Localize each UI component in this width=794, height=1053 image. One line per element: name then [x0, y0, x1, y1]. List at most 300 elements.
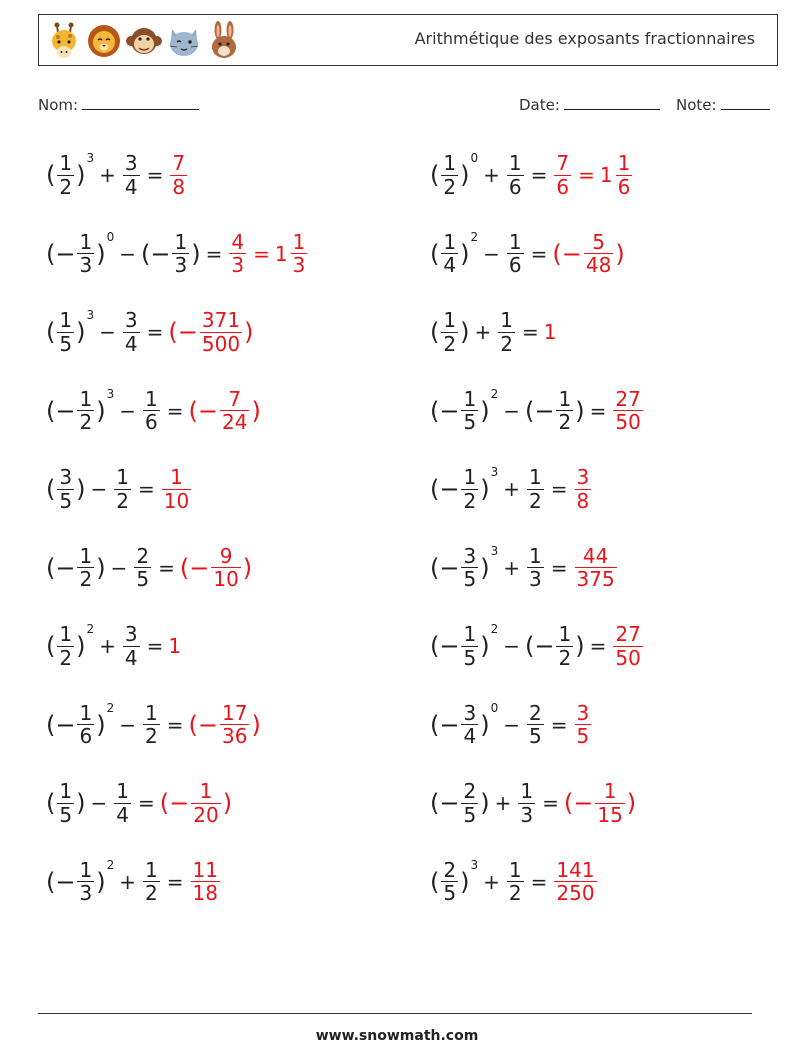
operator: + — [503, 477, 520, 501]
numerator: 1 — [79, 543, 93, 568]
operator: = — [578, 163, 595, 187]
denominator: 10 — [213, 567, 239, 591]
numerator: 1 — [443, 308, 457, 333]
exponent: 3 — [490, 465, 499, 479]
denominator: 6 — [508, 253, 522, 277]
exponent: 2 — [490, 622, 499, 636]
numerator: 1 — [145, 857, 158, 882]
problem-2 — [430, 145, 634, 205]
denominator: 8 — [576, 488, 590, 513]
exponent: 2 — [470, 229, 479, 244]
numerator: 1 — [508, 229, 522, 254]
parenthesis: (− — [188, 710, 218, 739]
denominator: 18 — [192, 881, 218, 905]
denominator: 48 — [585, 253, 612, 277]
denominator: 4 — [116, 802, 129, 827]
fraction — [527, 466, 544, 512]
parenthesis: ) — [251, 396, 261, 425]
denominator: 2 — [558, 410, 572, 434]
denominator: 6 — [79, 724, 93, 748]
numerator: 1 — [508, 151, 522, 176]
numerator: 1 — [617, 151, 631, 176]
fraction — [123, 309, 140, 355]
exponent: 3 — [86, 151, 95, 165]
denominator: 50 — [615, 645, 641, 670]
fraction — [220, 702, 249, 748]
numerator: 27 — [615, 386, 641, 411]
denominator: 3 — [529, 567, 542, 591]
fraction — [134, 545, 151, 591]
grade-label: Note: — [676, 96, 717, 114]
operator: − — [119, 398, 136, 423]
fraction — [211, 545, 240, 591]
fraction — [143, 388, 160, 434]
fraction — [291, 231, 308, 277]
fraction — [461, 388, 478, 434]
numerator: 1 — [59, 151, 73, 176]
parenthesis: ) — [575, 396, 585, 425]
parenthesis: ) — [480, 396, 490, 425]
parenthesis: ) — [96, 867, 106, 896]
operator: = — [166, 398, 184, 423]
numerator: 1 — [529, 543, 542, 568]
worksheet-header — [38, 14, 778, 66]
giraffe-icon — [45, 21, 83, 61]
operator: = — [530, 163, 548, 187]
exponent: 3 — [470, 857, 479, 872]
whole-number: 1 — [168, 634, 182, 658]
numerator: 1 — [145, 700, 158, 725]
problem-1 — [46, 145, 189, 205]
numerator: 7 — [556, 151, 570, 176]
exponent: 3 — [490, 543, 499, 558]
parenthesis: (− — [46, 553, 76, 582]
denominator: 5 — [136, 567, 150, 591]
numerator: 1 — [520, 779, 534, 804]
parenthesis: ) — [480, 475, 490, 503]
numerator: 5 — [592, 229, 605, 254]
operator: + — [119, 869, 136, 894]
fraction — [595, 780, 624, 826]
parenthesis: (− — [430, 632, 460, 660]
denominator: 6 — [556, 174, 570, 199]
problem-11 — [46, 538, 252, 598]
operator: = — [550, 712, 568, 737]
parenthesis: ) — [251, 710, 261, 739]
parenthesis: (− — [141, 239, 171, 268]
numerator: 11 — [192, 857, 218, 882]
numerator: 1 — [558, 622, 572, 647]
parenthesis: ) — [480, 710, 490, 739]
denominator: 4 — [124, 331, 138, 356]
denominator: 5 — [59, 331, 73, 356]
numerator: 44 — [582, 543, 609, 568]
parenthesis: ) — [96, 396, 106, 425]
fraction — [162, 466, 191, 512]
fraction — [77, 702, 94, 748]
numerator: 3 — [124, 308, 138, 333]
denominator: 3 — [520, 802, 534, 827]
numerator: 1 — [558, 386, 572, 411]
numerator: 1 — [463, 386, 477, 411]
rabbit-icon — [205, 21, 243, 61]
denominator: 15 — [597, 802, 623, 827]
parenthesis: (− — [525, 632, 555, 660]
fraction — [229, 231, 246, 277]
fraction — [220, 388, 249, 434]
parenthesis: ) — [480, 632, 490, 660]
numerator: 1 — [79, 700, 93, 725]
parenthesis: ( — [46, 789, 56, 817]
problem-9 — [46, 459, 193, 519]
operator: = — [542, 791, 559, 815]
denominator: 2 — [443, 331, 457, 356]
operator: − — [110, 555, 128, 580]
numerator: 141 — [556, 857, 595, 882]
parenthesis: (− — [430, 789, 460, 817]
problem-4 — [430, 224, 625, 284]
parenthesis: (− — [430, 396, 460, 425]
fraction — [507, 231, 524, 277]
operator: = — [137, 477, 155, 501]
parenthesis: ( — [430, 318, 440, 346]
problem-7 — [46, 381, 261, 441]
grade-blank[interactable] — [721, 94, 770, 110]
whole-number: 1 — [599, 163, 613, 187]
parenthesis: ) — [242, 553, 253, 582]
numerator: 3 — [576, 700, 590, 725]
fraction — [461, 466, 478, 512]
name-blank[interactable] — [82, 94, 199, 110]
problem-3 — [46, 224, 309, 284]
problem-17 — [46, 773, 232, 833]
fraction — [556, 388, 573, 434]
operator: + — [483, 869, 500, 894]
parenthesis: ( — [46, 318, 56, 346]
numerator: 1 — [508, 857, 522, 882]
operator: = — [530, 241, 548, 266]
parenthesis: ) — [96, 553, 106, 582]
parenthesis: ) — [96, 239, 106, 268]
fraction — [143, 702, 160, 748]
numerator: 1 — [463, 622, 477, 647]
parenthesis: ) — [460, 867, 470, 896]
numerator: 1 — [170, 465, 183, 490]
date-label: Date: — [519, 96, 560, 114]
fraction — [114, 780, 131, 826]
denominator: 24 — [221, 410, 248, 434]
problem-18 — [430, 773, 636, 833]
monkey-icon — [125, 21, 163, 61]
denominator: 3 — [292, 253, 306, 277]
cat-icon — [165, 21, 203, 61]
parenthesis: ) — [626, 789, 637, 817]
fraction — [57, 780, 74, 826]
parenthesis: ( — [46, 475, 56, 503]
fraction — [77, 545, 94, 591]
denominator: 3 — [79, 881, 93, 905]
numerator: 1 — [79, 229, 93, 254]
fraction — [575, 702, 592, 748]
problem-20 — [430, 852, 599, 912]
problem-13 — [46, 616, 182, 676]
animal-icons — [45, 21, 243, 61]
exponent: 2 — [106, 700, 115, 715]
fraction — [143, 859, 160, 905]
operator: − — [503, 634, 520, 658]
parenthesis: ) — [244, 318, 254, 346]
denominator: 5 — [463, 645, 477, 670]
operator: + — [494, 791, 512, 815]
numerator: 1 — [292, 229, 306, 254]
parenthesis: ) — [480, 789, 490, 817]
parenthesis: ) — [76, 632, 86, 660]
numerator: 1 — [443, 229, 457, 254]
operator: = — [146, 163, 164, 187]
parenthesis: ( — [430, 867, 440, 896]
parenthesis: ( — [46, 161, 56, 189]
numerator: 7 — [172, 151, 186, 176]
numerator: 2 — [529, 700, 542, 725]
denominator: 5 — [576, 724, 590, 748]
operator: − — [90, 477, 108, 501]
parenthesis: (− — [552, 239, 582, 268]
fraction — [613, 623, 642, 669]
numerator: 3 — [463, 700, 477, 725]
numerator: 1 — [79, 386, 93, 411]
denominator: 2 — [116, 488, 129, 513]
fraction — [613, 388, 642, 434]
numerator: 1 — [116, 779, 129, 804]
fraction — [461, 780, 478, 826]
parenthesis: (− — [159, 789, 190, 817]
numerator: 1 — [443, 151, 457, 176]
denominator: 4 — [443, 253, 457, 277]
numerator: 3 — [463, 543, 477, 568]
numerator: 1 — [59, 779, 73, 804]
fraction — [191, 780, 220, 826]
operator: = — [158, 555, 175, 580]
operator: − — [503, 398, 520, 423]
parenthesis: ) — [575, 632, 585, 660]
denominator: 5 — [443, 881, 457, 905]
fraction — [170, 152, 187, 198]
denominator: 2 — [443, 174, 457, 199]
fraction — [57, 309, 74, 355]
parenthesis: (− — [46, 396, 76, 425]
problem-16 — [430, 695, 593, 755]
numerator: 1 — [603, 779, 617, 804]
grade-field[interactable] — [676, 94, 770, 114]
parenthesis: ( — [430, 161, 440, 189]
operator: − — [99, 320, 116, 344]
exponent: 0 — [490, 700, 499, 715]
numerator: 1 — [79, 857, 93, 882]
operator: − — [503, 712, 520, 737]
problem-10 — [430, 459, 593, 519]
operator: = — [589, 634, 607, 658]
fraction — [461, 545, 478, 591]
denominator: 50 — [615, 410, 641, 434]
numerator: 2 — [443, 857, 457, 882]
operator: = — [253, 241, 270, 266]
problem-8 — [430, 381, 645, 441]
operator: − — [483, 241, 500, 266]
parenthesis: ) — [615, 239, 625, 268]
exponent: 2 — [490, 386, 499, 401]
parenthesis: ) — [460, 239, 470, 268]
numerator: 1 — [199, 779, 213, 804]
parenthesis: ) — [96, 710, 106, 739]
operator: = — [530, 869, 548, 894]
fraction — [57, 466, 74, 512]
operator: = — [550, 477, 568, 501]
parenthesis: ) — [222, 789, 233, 817]
date-blank[interactable] — [564, 94, 660, 110]
date-field[interactable] — [519, 94, 660, 114]
numerator: 2 — [463, 779, 477, 804]
parenthesis: ) — [76, 475, 86, 503]
denominator: 2 — [558, 645, 572, 670]
parenthesis: (− — [563, 789, 594, 817]
denominator: 5 — [463, 567, 477, 591]
problem-19 — [46, 852, 222, 912]
numerator: 1 — [500, 308, 513, 333]
denominator: 4 — [124, 174, 138, 199]
fraction — [527, 702, 544, 748]
numerator: 1 — [529, 465, 542, 490]
worksheet-title: Arithmétique des exposants fractionnaires — [414, 29, 755, 48]
fraction — [554, 152, 571, 198]
fraction — [77, 231, 94, 277]
fraction — [461, 623, 478, 669]
denominator: 2 — [500, 331, 513, 356]
parenthesis: ( — [430, 239, 440, 268]
fraction — [575, 466, 592, 512]
operator: + — [474, 320, 492, 344]
operator: − — [119, 241, 136, 266]
problem-5 — [46, 302, 253, 362]
parenthesis: (− — [430, 710, 460, 739]
name-field[interactable] — [38, 94, 199, 114]
fraction — [77, 859, 94, 905]
exponent: 3 — [106, 386, 115, 401]
parenthesis: ) — [460, 318, 470, 346]
denominator: 2 — [59, 174, 73, 199]
fraction — [114, 466, 131, 512]
fraction — [441, 309, 458, 355]
parenthesis: ( — [46, 632, 56, 660]
numerator: 1 — [59, 622, 73, 647]
denominator: 4 — [124, 645, 138, 670]
numerator: 3 — [124, 151, 138, 176]
operator: + — [99, 163, 116, 187]
fraction — [616, 152, 633, 198]
operator: = — [146, 634, 164, 658]
denominator: 375 — [576, 567, 615, 591]
parenthesis: ) — [76, 318, 86, 346]
name-label: Nom: — [38, 96, 79, 114]
fraction — [191, 859, 220, 905]
operator: − — [119, 712, 136, 737]
numerator: 3 — [576, 465, 590, 490]
denominator: 6 — [508, 174, 522, 199]
numerator: 3 — [59, 465, 73, 490]
fraction — [441, 152, 458, 198]
denominator: 10 — [163, 488, 190, 513]
denominator: 250 — [556, 881, 595, 905]
denominator: 500 — [201, 331, 241, 356]
lion-icon — [85, 21, 123, 61]
footer-url: www.snowmath.com — [315, 1028, 479, 1044]
fraction — [527, 545, 544, 591]
fraction — [172, 231, 189, 277]
parenthesis: ) — [460, 161, 470, 189]
denominator: 20 — [193, 802, 219, 827]
parenthesis: (− — [430, 553, 460, 582]
numerator: 1 — [174, 229, 188, 254]
denominator: 6 — [617, 174, 631, 199]
exponent: 3 — [86, 308, 95, 322]
exponent: 2 — [106, 857, 115, 872]
denominator: 5 — [59, 802, 73, 827]
operator: = — [137, 791, 155, 815]
numerator: 9 — [219, 543, 233, 568]
denominator: 3 — [79, 253, 93, 277]
denominator: 2 — [463, 488, 477, 513]
parenthesis: ) — [76, 789, 86, 817]
problem-12 — [430, 538, 619, 598]
numerator: 17 — [221, 700, 248, 725]
denominator: 3 — [174, 253, 188, 277]
numerator: 1 — [116, 465, 129, 490]
parenthesis: ) — [76, 161, 86, 189]
fraction — [518, 780, 535, 826]
footer-divider — [38, 1013, 752, 1014]
numerator: 7 — [228, 386, 242, 411]
fraction — [441, 859, 458, 905]
parenthesis: (− — [525, 396, 555, 425]
whole-number: 1 — [543, 320, 557, 344]
denominator: 2 — [145, 724, 158, 748]
numerator: 2 — [136, 543, 150, 568]
numerator: 371 — [201, 308, 241, 333]
fraction — [57, 623, 74, 669]
parenthesis: (− — [46, 867, 76, 896]
numerator: 1 — [59, 308, 73, 333]
fraction — [123, 152, 140, 198]
denominator: 2 — [145, 881, 158, 905]
numerator: 1 — [145, 386, 158, 411]
parenthesis: (− — [46, 239, 76, 268]
fraction — [575, 545, 617, 591]
operator: + — [483, 163, 500, 187]
denominator: 2 — [79, 567, 93, 591]
parenthesis: ) — [480, 553, 490, 582]
operator: = — [550, 555, 568, 580]
numerator: 4 — [231, 229, 245, 254]
problem-15 — [46, 695, 261, 755]
parenthesis: (− — [46, 710, 76, 739]
fraction — [200, 309, 242, 355]
fraction — [461, 702, 478, 748]
numerator: 1 — [463, 465, 477, 490]
operator: = — [205, 241, 223, 266]
denominator: 36 — [221, 724, 248, 748]
denominator: 5 — [463, 802, 477, 827]
numerator: 3 — [124, 622, 138, 647]
fraction — [554, 859, 596, 905]
